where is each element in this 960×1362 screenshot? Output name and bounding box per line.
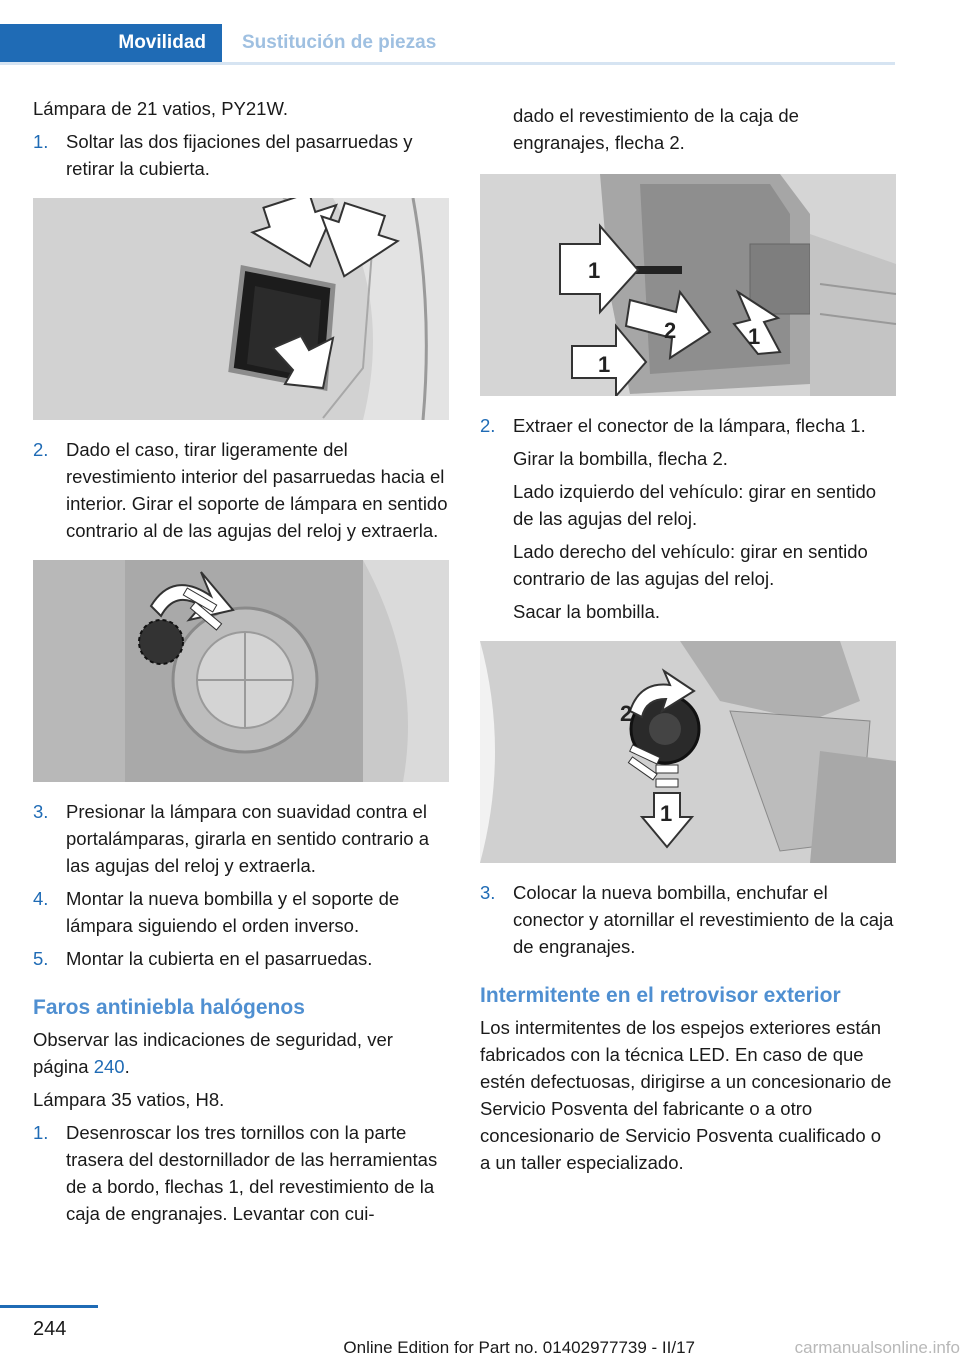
- step-text: Dado el caso, tirar ligeramente del revestimiento interior del pasarruedas hacia el interior. Girar el soporte de lámpara en sentido contrario al de las agujas del reloj y extraerla.: [66, 439, 448, 541]
- bulb-removal-illustration: [480, 641, 896, 863]
- section-heading-mirror-indicator: Intermitente en el retrovisor exterior: [480, 984, 841, 1007]
- step-list: [33, 128, 449, 182]
- step-number: 2.: [33, 439, 49, 460]
- step-number: 3.: [33, 801, 49, 822]
- step-text: Montar la nueva bombilla y el soporte de lámpara siguiendo el orden inverso.: [66, 888, 400, 936]
- safety-note-end: .: [124, 1056, 130, 1077]
- step-item: [33, 436, 449, 544]
- edition-info: Online Edition for Part no. 01402977739 - II/17: [343, 1338, 695, 1357]
- step-continuation: dado el revestimiento de la caja de engranajes, flecha 2.: [513, 105, 799, 153]
- step-number: 1.: [33, 1122, 49, 1143]
- figure-label: 1: [660, 801, 673, 826]
- right-column: [480, 102, 896, 1182]
- step-line: Lado izquierdo del vehículo: girar en sentido de las agujas del reloj.: [513, 481, 877, 529]
- step-list: [33, 798, 449, 972]
- step-number: 5.: [33, 948, 49, 969]
- figure-label: 1: [598, 352, 611, 377]
- safety-note-text: Observar las indicaciones de seguridad, ver página: [33, 1029, 393, 1077]
- step-item: [33, 945, 449, 972]
- step-number: 3.: [480, 882, 496, 903]
- step-item: [33, 885, 449, 939]
- step-text: Soltar las dos fijaciones del pasarruedas y retirar la cubierta.: [66, 131, 413, 179]
- figure-label: 2: [664, 318, 677, 343]
- step-line: Girar la bombilla, flecha 2.: [513, 448, 728, 469]
- header-tabs: [0, 24, 895, 65]
- subsection-tab[interactable]: Sustitución de piezas: [242, 32, 437, 53]
- step-item: [33, 128, 449, 182]
- step-number: 4.: [33, 888, 49, 909]
- section-heading-fog-lamps: Faros antiniebla halógenos: [33, 996, 305, 1019]
- step-line: Sacar la bombilla.: [513, 601, 661, 622]
- safety-note: [33, 1026, 449, 1080]
- figure-label: 1: [588, 258, 601, 283]
- mirror-indicator-paragraph: Los intermitentes de los espejos exteriores están fabricados con la técnica LED. En caso de que estén defectuosas, dirigirse a un concesionario de Servicio Posventa del fabricante o a otro concesionario de Servicio Posventa cualificado o a un taller especializado.: [480, 1017, 892, 1173]
- step-number: 2.: [480, 415, 496, 436]
- watermark: carmanualsonline.info: [794, 1338, 960, 1357]
- lamp-spec-fog: Lámpara 35 vatios, H8.: [33, 1089, 225, 1110]
- step-item: [33, 1119, 449, 1227]
- step-list: [33, 436, 449, 544]
- section-tab[interactable]: [0, 24, 222, 62]
- left-column: [33, 95, 449, 1233]
- gear-housing-cover-illustration: [480, 174, 896, 396]
- lamp-spec: Lámpara de 21 vatios, PY21W.: [33, 98, 289, 119]
- footer-accent-bar: [0, 1305, 98, 1308]
- step-text: Desenroscar los tres tornillos con la parte trasera del destornillador de las herramientas de a bordo, flechas 1, del revestimiento de la caja de engranajes. Levantar con cui-: [66, 1122, 438, 1224]
- section-tab-label: Movilidad: [118, 32, 206, 53]
- step-number: 1.: [33, 131, 49, 152]
- step-text: Montar la cubierta en el pasarruedas.: [66, 948, 373, 969]
- wheel-arch-cover-illustration: [33, 198, 449, 420]
- page-reference-link[interactable]: 240: [93, 1056, 125, 1077]
- figure-label: 1: [748, 324, 761, 349]
- lamp-holder-illustration: [33, 560, 449, 782]
- figure-label: 2: [620, 701, 633, 726]
- step-text: Colocar la nueva bombilla, enchufar el conector y atornillar el revestimiento de la caja de engranajes.: [513, 882, 894, 957]
- step-line: Lado derecho del vehículo: girar en sentido contrario de las agujas del reloj.: [513, 541, 868, 589]
- step-line: Extraer el conector de la lámpara, flecha 1.: [513, 415, 866, 436]
- step-text: Presionar la lámpara con suavidad contra el portalámparas, girarla en sentido contrario a las agujas del reloj y extraerla.: [66, 801, 429, 876]
- step-item: [33, 798, 449, 879]
- page-number: 244: [33, 1318, 67, 1340]
- step-item: [480, 412, 896, 625]
- step-item: [480, 879, 896, 960]
